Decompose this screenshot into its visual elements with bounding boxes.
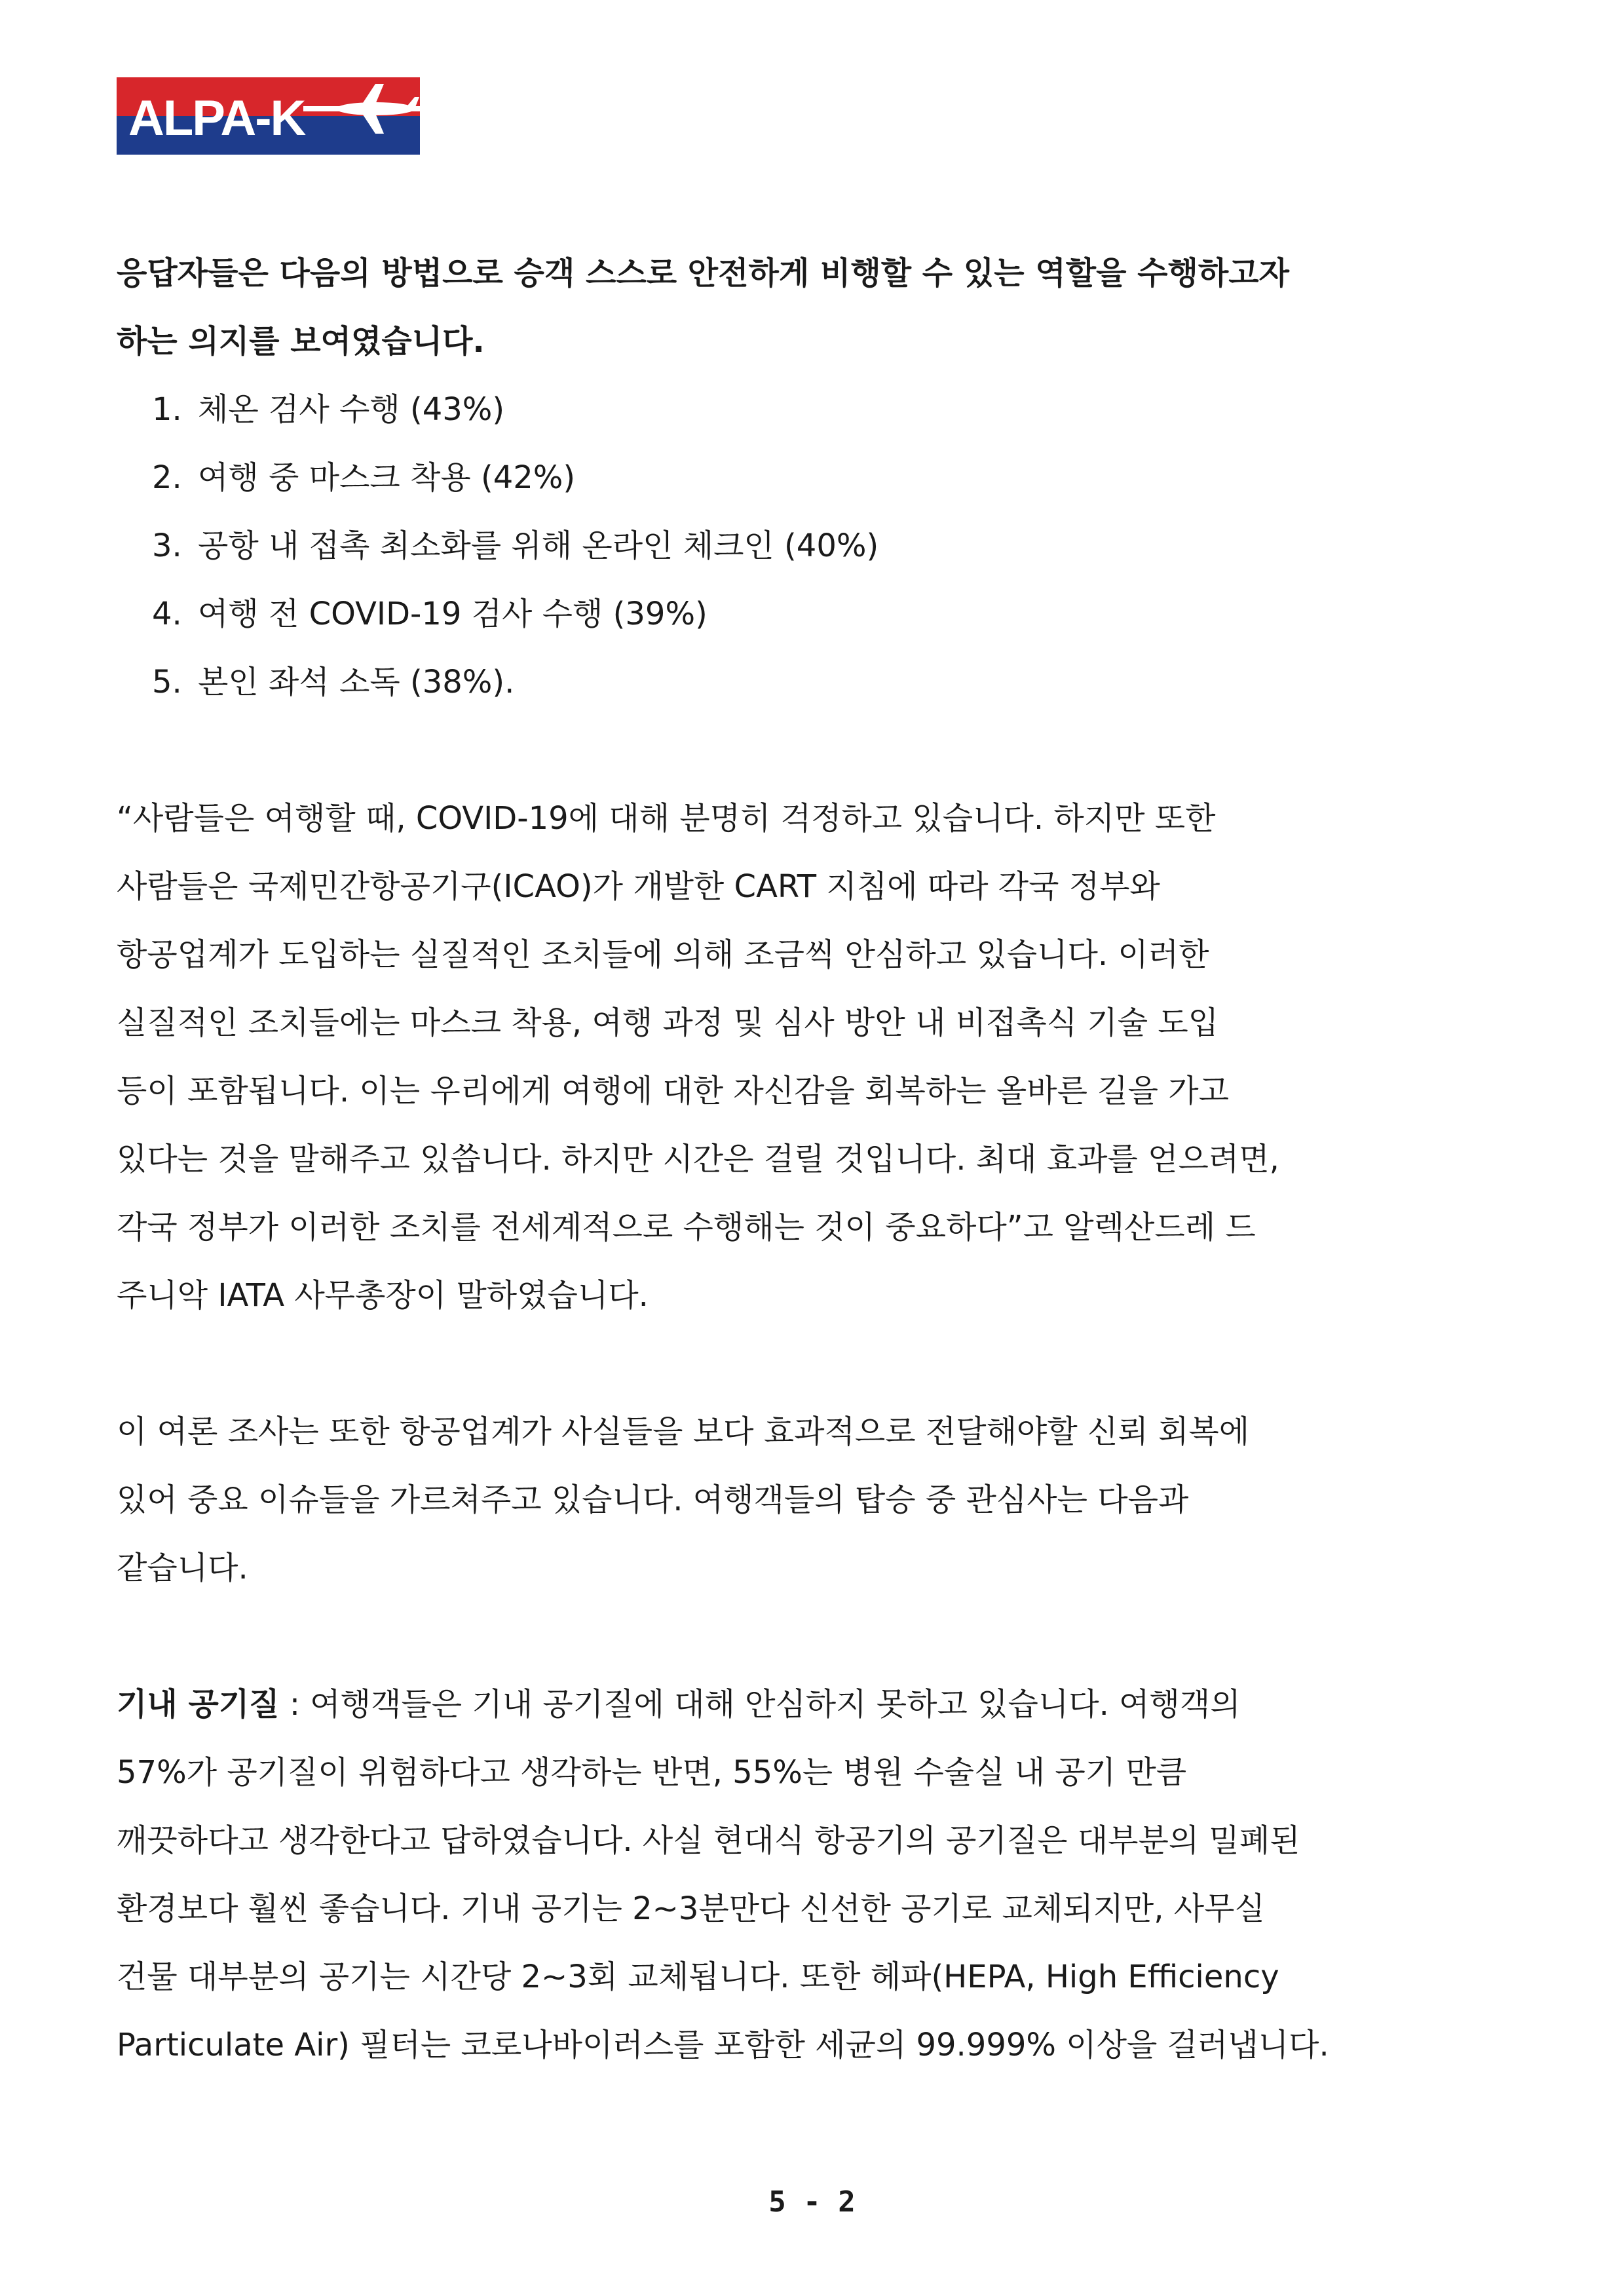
list-item [152, 580, 1532, 648]
list-number: 1. [152, 391, 182, 428]
list-item [152, 375, 1532, 444]
list-item [152, 444, 1532, 512]
quote-line: 실질적인 조치들에는 마스크 착용, 여행 과정 및 심사 방안 내 비접촉식 기술 도입 [117, 1004, 1219, 1041]
list-item [152, 648, 1532, 716]
list-text: 여행 중 마스크 착용 (42%) [198, 459, 576, 496]
quote-line: 있다는 것을 말해주고 있씁니다. 하지만 시간은 걸릴 것입니다. 최대 효과를 얻으려면, [117, 1141, 1279, 1177]
quote-line: 등이 포함됩니다. 이는 우리에게 여행에 대한 자신감을 회복하는 올바른 길을 가고 [117, 1073, 1229, 1109]
cabin-air-line: 환경보다 훨씬 좋습니다. 기내 공기는 2~3분만다 신선한 공기로 교체되지만, 사무실 [117, 1890, 1265, 1927]
list-number: 2. [152, 459, 182, 496]
logo-text: ALPA-K [128, 90, 305, 146]
intro-line-1: 응답자들은 다음의 방법으로 승객 스스로 안전하게 비행할 수 있는 역할을 수행하고자 [117, 255, 1289, 292]
cabin-air-line-1 [117, 1670, 1532, 1738]
document-body [117, 239, 1532, 2079]
cabin-air-line-1-text: : 여행객들은 기내 공기질에 대해 안심하지 못하고 있습니다. 여행객의 [279, 1686, 1241, 1723]
survey-line: 있어 중요 이슈들을 가르쳐주고 있습니다. 여행객들의 탑승 중 관심사는 다음과 [117, 1482, 1189, 1518]
cabin-air-line: 건물 대부분의 공기는 시간당 2~3회 교체됩니다. 또한 헤파(HEPA, High Efficiency [117, 1959, 1279, 1995]
quote-paragraph [117, 784, 1532, 1330]
list-number: 5. [152, 664, 182, 700]
alpa-k-logo-graphic [117, 77, 420, 155]
quote-line: 항공업계가 도입하는 실질적인 조치들에 의해 조금씩 안심하고 있습니다. 이러한 [117, 936, 1209, 973]
intro-line-2: 하는 의지를 보여였습니다. [117, 323, 485, 360]
list-text: 본인 좌석 소독 (38%). [198, 664, 515, 700]
page-number: 5 - 2 [768, 2185, 856, 2219]
quote-line: 각국 정부가 이러한 조치를 전세계적으로 수행해는 것이 중요하다”고 알렉산드레 드 [117, 1209, 1256, 1246]
cabin-air-line: 57%가 공기질이 위험하다고 생각하는 반면, 55%는 병원 수술실 내 공기 만큼 [117, 1754, 1187, 1791]
alpa-k-logo [117, 77, 420, 155]
measures-list [117, 375, 1532, 716]
cabin-air-line: Particulate Air) 필터는 코로나바이러스를 포함한 세균의 99.999% 이상을 걸러냅니다. [117, 2027, 1329, 2063]
cabin-air-heading: 기내 공기질 [117, 1686, 280, 1723]
list-text: 체온 검사 수행 (43%) [198, 391, 505, 428]
list-text: 여행 전 COVID-19 검사 수행 (39%) [198, 596, 708, 632]
list-number: 3. [152, 527, 182, 564]
survey-paragraph [117, 1398, 1532, 1602]
survey-line: 같습니다. [117, 1550, 248, 1586]
cabin-air-paragraph [117, 1670, 1532, 2079]
quote-line: 사람들은 국제민간항공기구(ICAO)가 개발한 CART 지침에 따라 각국 정부와 [117, 868, 1160, 905]
list-text: 공항 내 접촉 최소화를 위해 온라인 체크인 (40%) [198, 527, 879, 564]
cabin-air-line: 깨끗하다고 생각한다고 답하였습니다. 사실 현대식 항공기의 공기질은 대부분의 밀폐된 [117, 1822, 1300, 1859]
survey-line: 이 여론 조사는 또한 항공업계가 사실들을 보다 효과적으로 전달해야할 신뢰 회복에 [117, 1413, 1250, 1450]
quote-line: “사람들은 여행할 때, COVID-19에 대해 분명히 걱정하고 있습니다. 하지만 또한 [117, 800, 1216, 837]
quote-line: 주니악 IATA 사무총장이 말하였습니다. [117, 1277, 649, 1314]
list-number: 4. [152, 596, 182, 632]
list-item [152, 512, 1532, 580]
